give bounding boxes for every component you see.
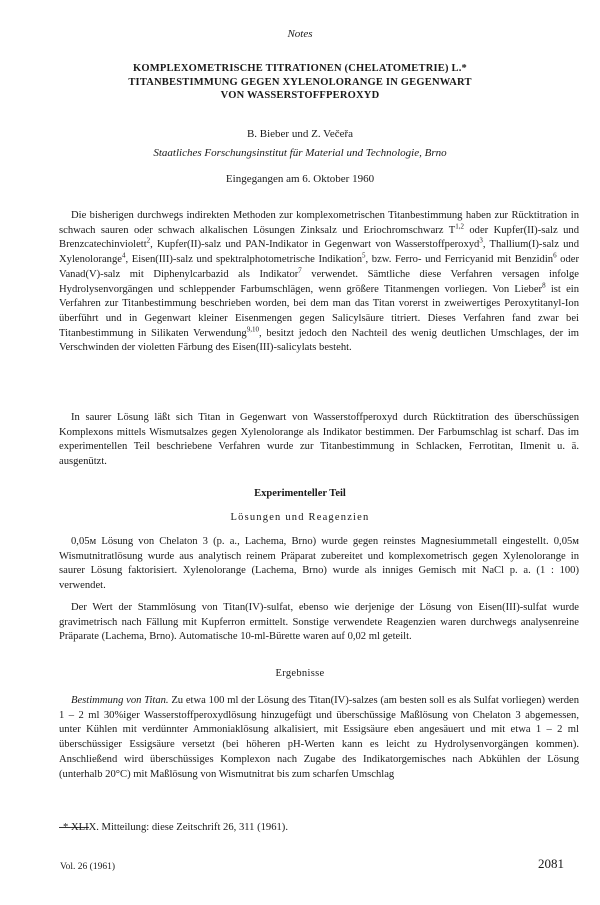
article-title [60,62,540,103]
footnote: * XLIX. Mitteilung: diese Zeitschrift 26, 311 (1961). [63,822,288,833]
received-date: Eingegangen am 6. Oktober 1960 [225,173,375,185]
authors: B. Bieber und Z. Večeřa [246,128,354,140]
reagents-paragraph-1: 0,05м Lösung von Chelaton 3 (p. a., Lachema, Brno) wurde gegen reinstes Magnesiummetall eingestellt. 0,05м Wismutnitratlösung wurde aus analytisch reinem Präparat zubereitet und komplexometrisch gegen Xylenolorange in saurer Lösung faktorisiert. Xylenolorange (Lachema, Brno) wurde als inniges Gemisch mit NaCl p. a. (1 : 100) verwendet. [59,536,579,592]
section-heading-experimental: Experimenteller Teil [254,488,346,499]
reference-marker: 3 [479,236,483,245]
page-number: 2081 [538,856,564,871]
reference-marker: 4 [121,251,126,260]
reference-marker: 7 [298,266,302,275]
running-head: Notes [287,28,313,40]
reference-marker: 8 [542,280,546,289]
title-line-3: VON WASSERSTOFFPEROXYD [220,90,380,101]
reference-marker: 5 [362,251,366,260]
reagents-paragraph-2: Der Wert der Stammlösung von Titan(IV)-sulfat, ebenso wie derjenige der Lösung von Eisen(III)-sulfat wurde gravimetrisch nach Fällung mit Kupferron ermittelt. Sonstige verwendete Reagenzien waren durchwegs analysenreine Präparate (Lachema, Brno). Automatische 10-ml-Bürette waren auf 0,02 ml geteilt. [59,602,579,643]
results-paragraph: Bestimmung von Titan. Zu etwa 100 ml der Lösung des Titan(IV)-salzes (am besten soll es als Sulfat vorliegen) werden 1 – 2 ml 30%iger Wasserstoffperoxydlösung hinzugefügt und überschüssige Maßlösung von Chelaton 3 abgemessen, unter Kühlen mit verdünnter Ammoniaklösung alkalisiert, mit Essigsäure eben angesäuert und mit etwa 1 – 2 ml überschüssiger Essigsäure versetzt (bei höheren pH-Werten kann es leicht zu Hydrolysenvorgängen kommen). Anschließend wird überschüssiges Komplexon nach Zugabe des Indikatorgemisches nach Abkühlen der Lösung (unterhalb 20°C) mit Maßlösung von Wismutnitrat bis zum scharfen Umschlag [59,695,579,780]
title-line-2: TITANBESTIMMUNG GEGEN XYLENOLORANGE IN GEGENWART [128,76,472,88]
section-heading-results: Ergebnisse [275,668,325,679]
intro-paragraph-2: In saurer Lösung läßt sich Titan in Gegenwart von Wasserstoffperoxyd durch Rücktitration des überschüssigen Komplexons mittels Wismutsalzes gegen Xylenolorange als Indikator bestimmen. Der Farbumschlag ist scharf. Das im experimentellen Teil beschriebene Verfahren wurde zur Titanbestimmung in Schlacken, Ferrotitan, Ilmenit u. ä. ausgenützt. [59,412,579,468]
subsection-heading-reagents: Lösungen und Reagenzien [230,512,370,523]
reference-marker: 6 [553,251,557,260]
reference-marker: 2 [146,236,151,245]
reference-marker: 9,10 [246,325,259,334]
intro-paragraph-1: Die bisherigen durchwegs indirekten Methoden zur komplexometrischen Titanbestimmung haben zur Rücktitration in schwach sauren oder schwach alkalischen Lösungen Zinksalz und Eriochromschwarz T$^{1,2}$ oder Kupfer(II)-salz und Brenzcatechinviolett$^2$, Kupfer(II)-salz und PAN-Indikator in Gegenwart von Wasserstoffperoxyd$^3$, Thallium(I)-salz und Xylenolorange$^4$, Eisen(III)-salz und spektralphotometrische Indikation$^5$, bzw. Ferro- und Ferricyanid mit Benzidin$^6$ oder Vanad(V)-salz mit Diphenylcarbazid als Indikator$^7$ verwendet. Sämtliche diese Verfahren versagen infolge Hydrolysenvorgängen und schleppender Farbumschlägen, wenn größere Titanmengen vorliegen. Von Lieber$^8$ ist ein Verfahren zur Titanbestimmung beschrieben worden, bei dem man das Titan vorerst in zweiwertiges Peroxytitanyl-Ion überführt und in Gegenwart kleiner Eisenmengen gegen Salicylsäure titriert. Dieses Verfahren fand zwar bei Titanbestimmung in Silikaten Verwendung$^{9,10}$, besitzt jedoch den Nachteil des wenig deutlichen Umschlages, der im Verschwinden der violetten Färbung des Eisen(III)-salicylats besteht. [59,210,580,354]
affiliation: Staatliches Forschungsinstitut für Material und Technologie, Brno [153,147,447,159]
reference-marker: 1,2 [455,222,464,231]
results-lead: Bestimmung von Titan. [71,695,169,706]
volume-info: Vol. 26 (1961) [60,862,115,872]
title-line-1: KOMPLEXOMETRISCHE TITRATIONEN (CHELATOMETRIE) L.* [133,63,467,74]
